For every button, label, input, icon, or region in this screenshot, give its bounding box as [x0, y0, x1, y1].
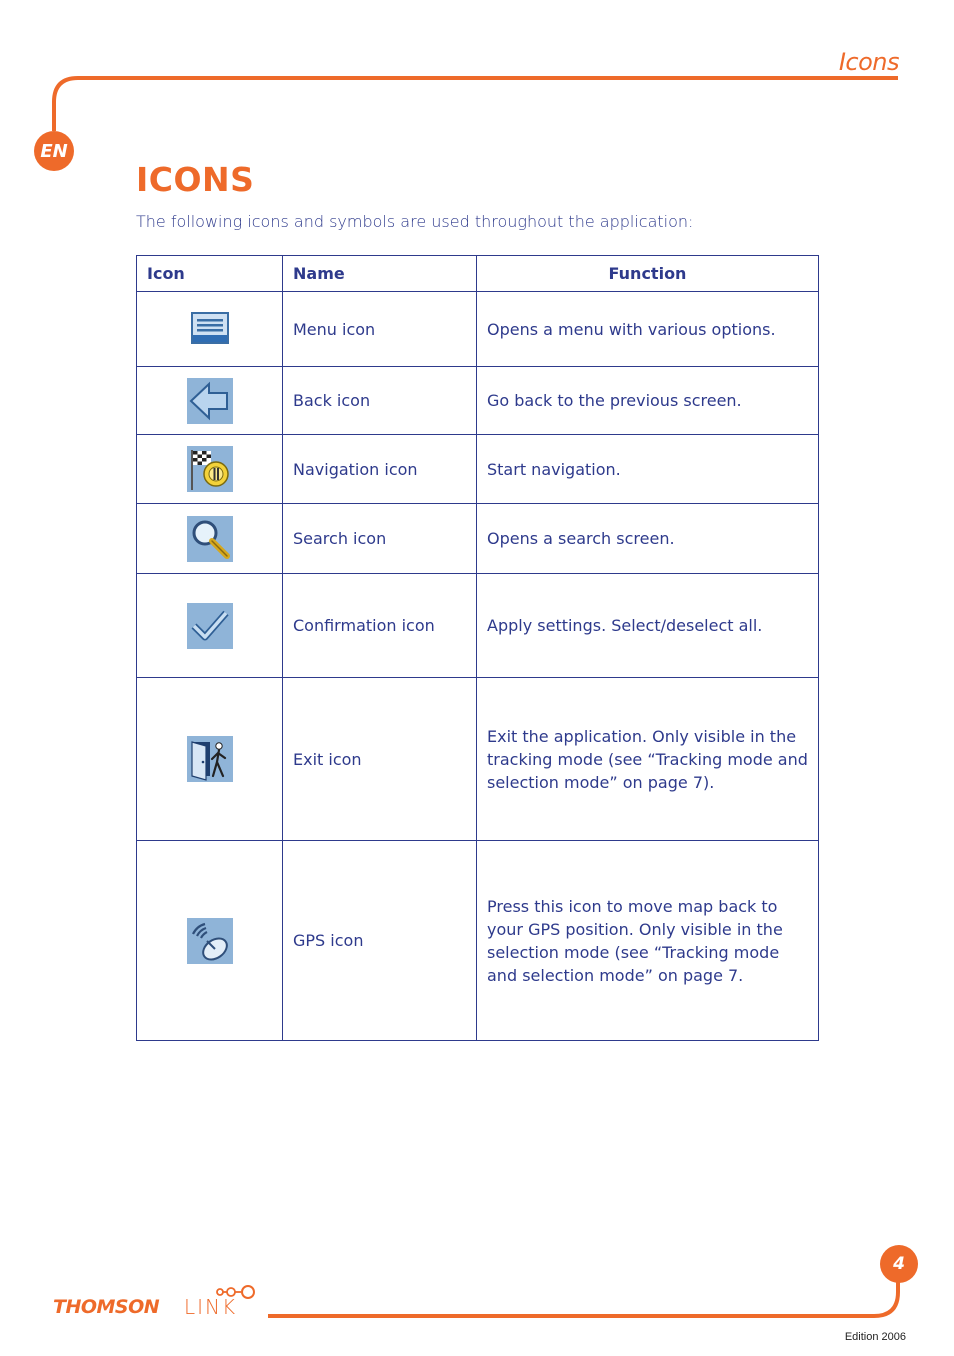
- row-name: Search icon: [283, 504, 477, 574]
- back-icon: [187, 378, 233, 424]
- confirmation-icon: [187, 603, 233, 649]
- search-icon: [187, 516, 233, 562]
- row-name: Back icon: [283, 367, 477, 435]
- row-function: Exit the application. Only visible in the tracking mode (see “Tracking mode and selection mode” on page 7).: [477, 678, 819, 841]
- logo-link-text: LINK: [184, 1295, 238, 1319]
- row-name: Menu icon: [283, 292, 477, 367]
- row-function: Press this icon to move map back to your GPS position. Only visible in the selection mode (see “Tracking mode and selection mode” on page 7.: [477, 841, 819, 1041]
- header-icon: Icon: [137, 256, 283, 292]
- row-name: Confirmation icon: [283, 574, 477, 678]
- section-title: Icons: [838, 48, 899, 76]
- exit-icon: [187, 736, 233, 782]
- row-function: Apply settings. Select/deselect all.: [477, 574, 819, 678]
- menu-icon: [187, 306, 233, 352]
- table-row: [137, 292, 819, 367]
- logo-rings-icon: [208, 1283, 263, 1301]
- table-row: [137, 367, 819, 435]
- header-name: Name: [283, 256, 477, 292]
- row-name: Exit icon: [283, 678, 477, 841]
- icon-cell: [137, 504, 283, 574]
- row-function: Opens a search screen.: [477, 504, 819, 574]
- navigation-icon: [187, 446, 233, 492]
- gps-icon: [187, 918, 233, 964]
- table-row: [137, 435, 819, 504]
- page-title: ICONS: [136, 160, 255, 199]
- thomson-link-logo: [53, 1283, 268, 1319]
- table-row: [137, 504, 819, 574]
- icon-cell: [137, 435, 283, 504]
- row-function: Start navigation.: [477, 435, 819, 504]
- icon-cell: [137, 367, 283, 435]
- intro-text: The following icons and symbols are used throughout the application:: [136, 212, 694, 231]
- row-name: GPS icon: [283, 841, 477, 1041]
- edition-text: Edition 2006: [844, 1331, 906, 1343]
- page-number: 4: [880, 1245, 918, 1283]
- table-header-row: [137, 256, 819, 292]
- icons-table: [136, 255, 819, 1041]
- icon-cell: [137, 678, 283, 841]
- icon-cell: [137, 292, 283, 367]
- icon-cell: [137, 841, 283, 1041]
- table-row: [137, 574, 819, 678]
- row-function: Opens a menu with various options.: [477, 292, 819, 367]
- table-row: [137, 841, 819, 1041]
- row-function: Go back to the previous screen.: [477, 367, 819, 435]
- table-row: [137, 678, 819, 841]
- language-badge: EN: [34, 131, 74, 171]
- icon-cell: [137, 574, 283, 678]
- logo-thomson-text: THOMSON: [53, 1296, 160, 1318]
- row-name: Navigation icon: [283, 435, 477, 504]
- header-function: Function: [477, 256, 819, 292]
